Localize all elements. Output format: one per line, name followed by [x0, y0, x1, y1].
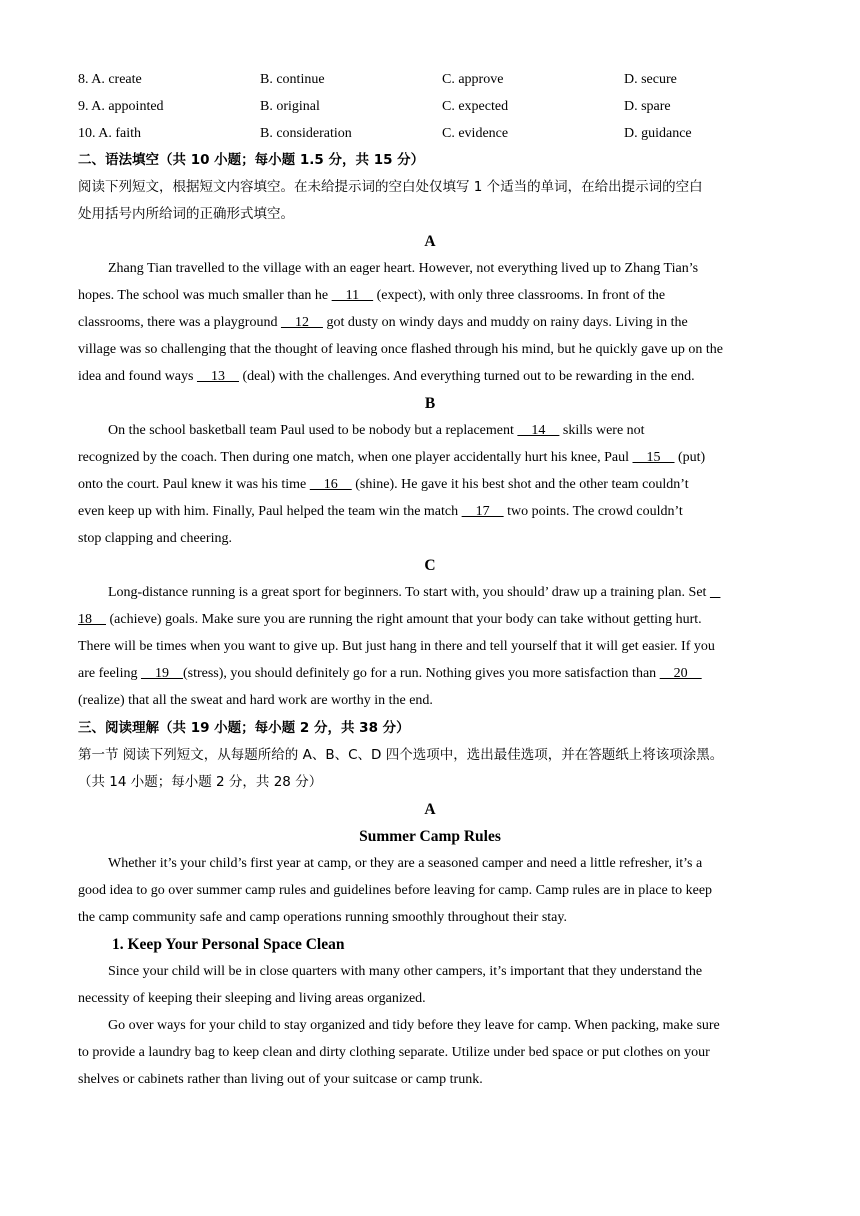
text: (shine). He gave it his best shot and the other team couldn’t	[351, 477, 689, 492]
blank-18: 18	[78, 612, 106, 627]
passage-b-line	[108, 422, 645, 440]
text: (expect), with only three classrooms. In front of the	[373, 288, 666, 303]
passage-a-line	[78, 368, 695, 386]
text: (deal) with the challenges. And everything turned out to be rewarding in the end.	[238, 369, 695, 384]
text: (put)	[674, 450, 706, 465]
section-2-instruction-line2: 处用括号内所给词的正确形式填空。	[78, 206, 294, 222]
reading-a-line: shelves or cabinets rather than living out of your suitcase or camp trunk.	[78, 1072, 483, 1087]
passage-c-line	[78, 611, 702, 629]
reading-a-label: A	[424, 801, 436, 818]
text: recognized by the coach. Then during one match, when one player accidentally hurt his knee, Paul	[78, 450, 633, 465]
q8-option-c: C. approve	[442, 72, 504, 87]
q9-option-c: C. expected	[442, 99, 509, 114]
q10-option-b: B. consideration	[260, 126, 352, 141]
blank-14: 14	[517, 423, 560, 438]
section-3-title: 三、阅读理解（共 19 小题；每小题 2 分，共 38 分）	[78, 720, 410, 736]
text: On the school basketball team Paul used to be nobody but a replacement	[108, 423, 518, 438]
reading-a-line: good idea to go over summer camp rules and guidelines before leaving for camp. Camp rules are in place to keep	[78, 883, 713, 898]
section-3-instruction-line1: 第一节 阅读下列短文，从每题所给的 A、B、C、D 四个选项中，选出最佳选项，并在答题纸上将该项涂黑。	[78, 747, 724, 763]
reading-a-line: Go over ways for your child to stay organized and tidy before they leave for camp. When packing, make sure	[108, 1018, 720, 1033]
passage-c-line: There will be times when you want to give up. But just hang in there and tell yourself that it will get easier. If you	[78, 639, 715, 654]
section-2-instruction-line1: 阅读下列短文，根据短文内容填空。在未给提示词的空白处仅填写 1 个适当的单词，在给出提示词的空白	[78, 179, 703, 195]
passage-a-line	[78, 314, 688, 332]
passage-b-label: B	[424, 395, 436, 412]
text: classrooms, there was a playground	[78, 315, 281, 330]
blank-15: 15	[632, 450, 675, 465]
blank-16: 16	[309, 477, 352, 492]
reading-a-line: Whether it’s your child’s first year at camp, or they are a seasoned camper and need a little refresher, it’s a	[108, 856, 703, 871]
passage-c-label: C	[424, 557, 436, 574]
text: two points. The crowd couldn’t	[503, 504, 683, 519]
q9-option-a: 9. A. appointed	[78, 99, 164, 114]
text: Long-distance running is a great sport for beginners. To start with, you should’ draw up a training plan. Set	[108, 585, 710, 600]
blank-18-start	[710, 585, 721, 600]
blank-13: 13	[196, 369, 239, 384]
blank-20: 20	[659, 666, 702, 681]
section-3-instruction-line2: （共 14 小题；每小题 2 分，共 28 分）	[78, 774, 323, 790]
text: hopes. The school was much smaller than he	[78, 288, 332, 303]
passage-a-line: village was so challenging that the thought of leaving once flashed through his mind, but he quickly gave up on the	[78, 342, 724, 357]
text: got dusty on windy days and muddy on rainy days. Living in the	[322, 315, 688, 330]
q10-option-a: 10. A. faith	[78, 126, 141, 141]
reading-a-line: the camp community safe and camp operations running smoothly throughout their stay.	[78, 910, 567, 925]
passage-b-line	[78, 476, 689, 494]
text: are feeling	[78, 666, 141, 681]
q8-option-b: B. continue	[260, 72, 325, 87]
text: (achieve) goals. Make sure you are running the right amount that your body can take without getting hurt.	[106, 612, 702, 627]
text: skills were not	[559, 423, 645, 438]
reading-a-line: necessity of keeping their sleeping and living areas organized.	[78, 991, 426, 1006]
blank-11: 11	[331, 288, 374, 303]
blank-19: 19	[140, 666, 183, 681]
passage-b-line	[78, 503, 683, 521]
passage-a-line	[78, 287, 665, 305]
passage-b-line: stop clapping and cheering.	[78, 531, 232, 546]
passage-c-line	[108, 584, 720, 602]
reading-a-heading-1: 1. Keep Your Personal Space Clean	[112, 936, 345, 953]
text: (stress), you should definitely go for a run. Nothing gives you more satisfaction than	[182, 666, 660, 681]
q9-option-d: D. spare	[624, 99, 671, 114]
text: onto the court. Paul knew it was his time	[78, 477, 310, 492]
section-2-title: 二、语法填空（共 10 小题；每小题 1.5 分，共 15 分）	[78, 152, 425, 168]
q9-option-b: B. original	[260, 99, 320, 114]
q10-option-d: D. guidance	[624, 126, 692, 141]
passage-a-label: A	[424, 233, 436, 250]
passage-c-line	[78, 665, 702, 683]
q8-option-a: 8. A. create	[78, 72, 142, 87]
reading-a-title: Summer Camp Rules	[359, 828, 501, 845]
blank-12: 12	[280, 315, 323, 330]
reading-a-line: Since your child will be in close quarters with many other campers, it’s important that they understand the	[108, 964, 703, 979]
q8-option-d: D. secure	[624, 72, 677, 87]
passage-b-line	[78, 449, 705, 467]
passage-c-line: (realize) that all the sweat and hard work are worthy in the end.	[78, 693, 433, 708]
q10-option-c: C. evidence	[442, 126, 509, 141]
blank-17: 17	[461, 504, 504, 519]
text: even keep up with him. Finally, Paul helped the team win the match	[78, 504, 462, 519]
text: idea and found ways	[78, 369, 197, 384]
reading-a-line: to provide a laundry bag to keep clean and dirty clothing separate. Utilize under bed space or put clothes on your	[78, 1045, 710, 1060]
passage-a-line: Zhang Tian travelled to the village with an eager heart. However, not everything lived up to Zhang Tian’s	[108, 261, 699, 276]
